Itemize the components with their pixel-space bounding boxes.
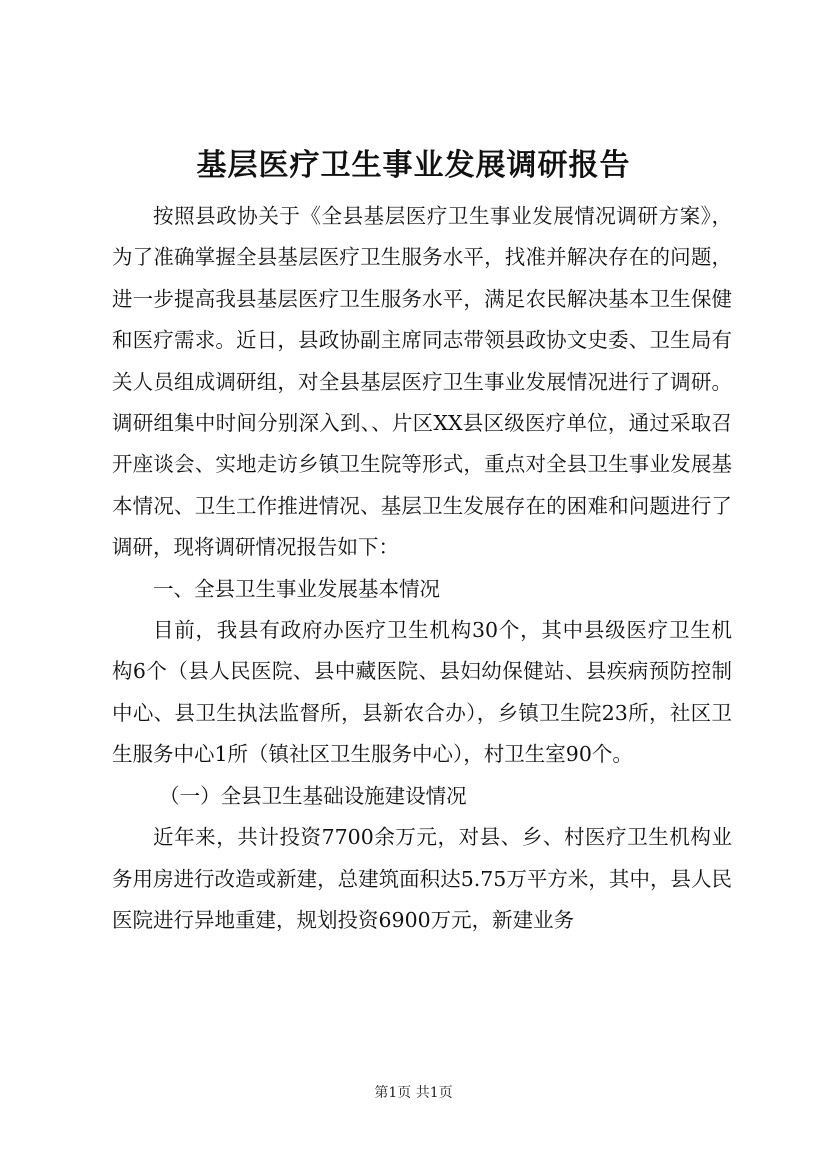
page-footer: 第1页 共1页 (374, 1085, 453, 1101)
document-title: 基层医疗卫生事业发展调研报告 (196, 148, 631, 183)
intro-paragraph: 按照县政协关于《全县基层医疗卫生事业发展情况调研方案》，为了准确掌握全县基层医疗卫生服务水平，找准并解决存在的问题，进一步提高我县基层医疗卫生服务水平，满足农民解决基本卫生保健和医疗需求。近日，县政协副主席同志带领县政协文史委、卫生局有关人员组成调研组，对全县基层医疗卫生事业发展情况进行了调研。调研组集中时间分别深入到、、片区XX县区级医疗单位，通过采取召开座谈会、实地走访乡镇卫生院等形式，重点对全县卫生事业发展基本情况、卫生工作推进情况、基层卫生发展存在的困难和问题进行了调研，现将调研情况报告如下： (112, 204, 732, 560)
subsection-1-heading: （一）全县卫生基础设施建设情况 (159, 783, 467, 808)
subsection-1-paragraph: 近年来，共计投资7700余万元，对县、乡、村医疗卫生机构业务用房进行改造或新建，总建筑面积达5.75万平方米，其中，县人民医院进行异地重建，规划投资6900万元，新建业务 (112, 825, 732, 932)
document-body (112, 196, 732, 941)
section-1-heading: 一、全县卫生事业发展基本情况 (153, 576, 440, 601)
section-1-paragraph: 目前，我县有政府办医疗卫生机构30个，其中县级医疗卫生机构6个（县人民医院、县中藏医院、县妇幼保健站、县疾病预防控制中心、县卫生执法监督所，县新农合办），乡镇卫生院23所，社区卫生服务中心1所（镇社区卫生服务中心），村卫生室90个。 (112, 618, 732, 767)
